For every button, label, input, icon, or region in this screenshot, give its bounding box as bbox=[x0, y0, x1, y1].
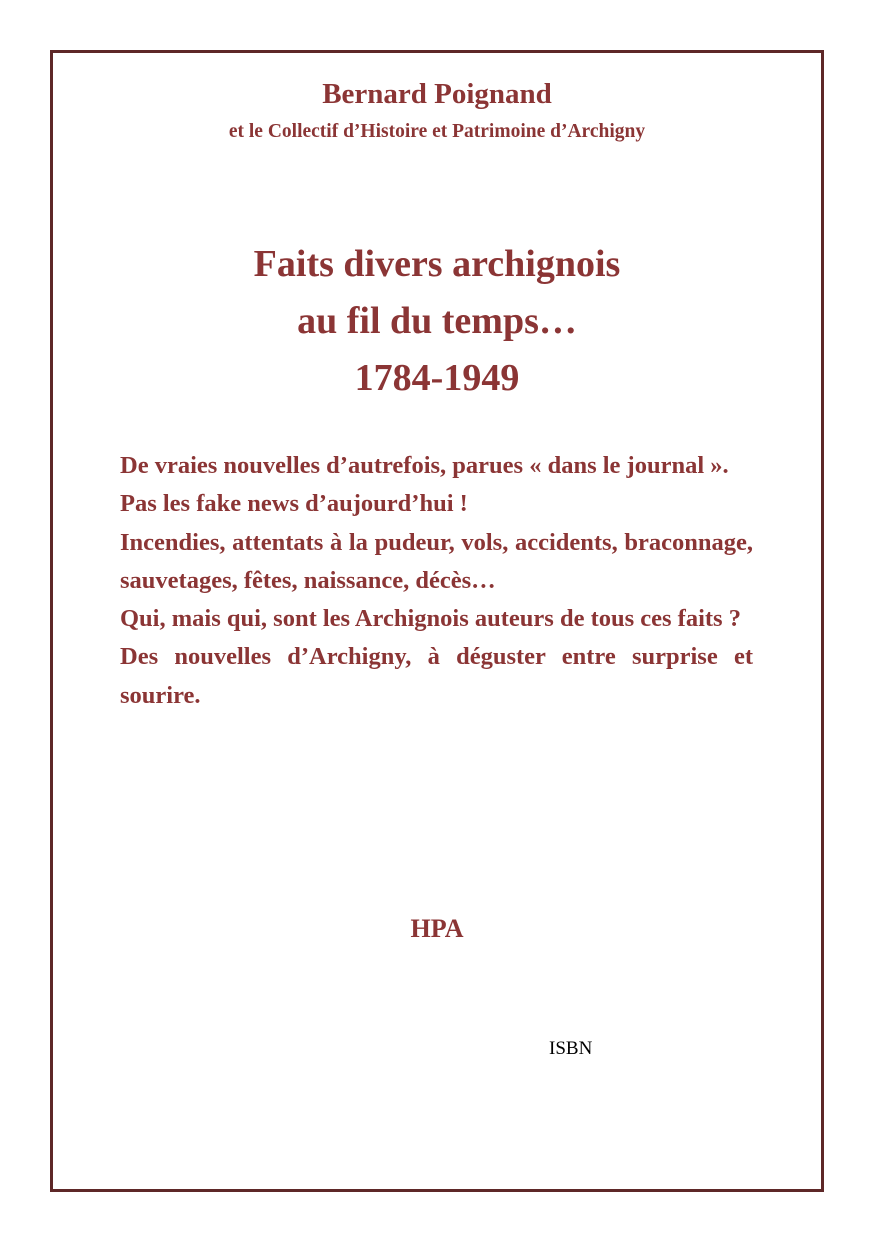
title-years: 1784-1949 bbox=[354, 357, 520, 399]
blurb-paragraph: Pas les fake news d’aujourd’hui ! bbox=[120, 490, 468, 518]
title-line-1: Faits divers archignois bbox=[253, 243, 621, 285]
blurb-paragraph: Qui, mais qui, sont les Archignois auteurs de tous ces faits ? bbox=[120, 605, 741, 633]
isbn-label: ISBN bbox=[549, 1038, 593, 1059]
book-title bbox=[0, 236, 874, 407]
title-line-2: au fil du temps… bbox=[297, 300, 577, 342]
blurb bbox=[120, 447, 753, 715]
publisher: HPA bbox=[410, 914, 464, 943]
author-name: Bernard Poignand bbox=[322, 78, 552, 110]
collective-name: et le Collectif d’Histoire et Patrimoine d’Archigny bbox=[228, 121, 646, 142]
blurb-paragraph: Des nouvelles d’Archigny, à déguster entre surprise et sourire. bbox=[120, 643, 753, 709]
blurb-paragraph: De vraies nouvelles d’autrefois, parues « dans le journal ». bbox=[120, 452, 729, 479]
blurb-paragraph: Incendies, attentats à la pudeur, vols, accidents, braconnage, sauvetages, fêtes, naissance, décès… bbox=[120, 528, 753, 594]
